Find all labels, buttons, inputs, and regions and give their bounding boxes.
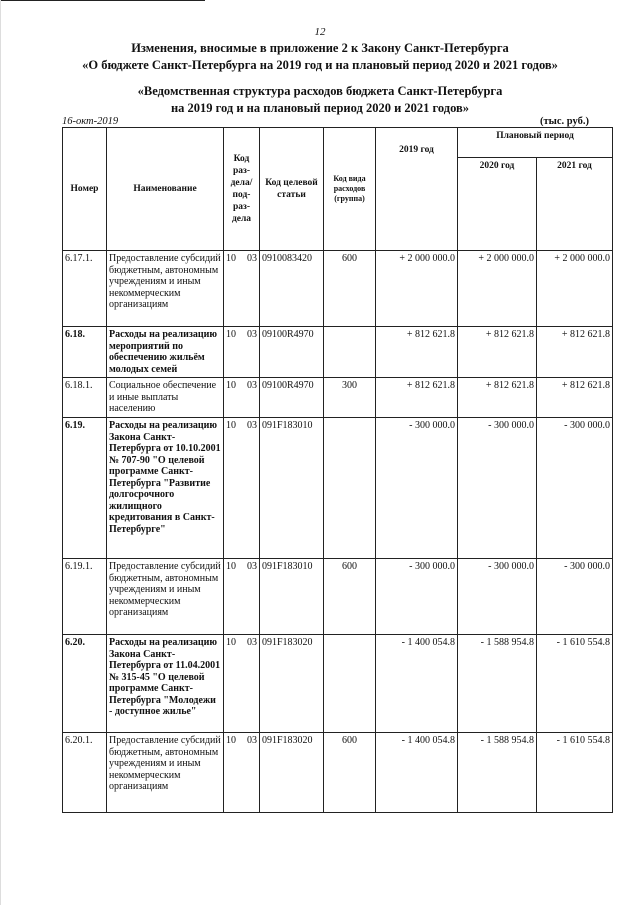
row-section bbox=[224, 251, 260, 327]
row-number: 6.18. bbox=[63, 327, 107, 378]
subsection-code: 03 bbox=[247, 329, 257, 340]
section-code: 10 bbox=[226, 380, 236, 391]
row-number: 6.19.1. bbox=[63, 559, 107, 635]
row-name: Расходы на реализацию мероприятий по обеспечению жильём молодых семей bbox=[107, 327, 224, 378]
row-2021: - 1 610 554.8 bbox=[537, 733, 613, 813]
row-expense bbox=[324, 327, 376, 378]
header-expense: Код вида расходов (группа) bbox=[324, 128, 376, 251]
row-2019: - 300 000.0 bbox=[376, 418, 458, 559]
row-target: 09100R4970 bbox=[260, 378, 324, 418]
row-2020: - 300 000.0 bbox=[458, 418, 537, 559]
section-code: 10 bbox=[226, 329, 236, 340]
row-2019: - 300 000.0 bbox=[376, 559, 458, 635]
row-expense: 600 bbox=[324, 559, 376, 635]
row-2020: - 1 588 954.8 bbox=[458, 733, 537, 813]
row-section bbox=[224, 559, 260, 635]
subsection-code: 03 bbox=[247, 380, 257, 391]
header-2020: 2020 год bbox=[458, 158, 537, 251]
row-name: Расходы на реализацию Закона Санкт-Петербурга от 10.10.2001 № 707-90 "О целевой программе Санкт-Петербурга "Развитие долгосрочного жилищного кредитования в Санкт-Петербурге" bbox=[107, 418, 224, 559]
header-number: Номер bbox=[63, 128, 107, 251]
document-title bbox=[0, 40, 640, 74]
row-target: 09100R4970 bbox=[260, 327, 324, 378]
section-code: 10 bbox=[226, 735, 236, 746]
title-line-2: «О бюджете Санкт-Петербурга на 2019 год и на плановый период 2020 и 2021 годов» bbox=[82, 58, 558, 72]
scan-edge bbox=[0, 0, 1, 905]
row-2020: - 300 000.0 bbox=[458, 559, 537, 635]
units-label: (тыс. руб.) bbox=[540, 116, 589, 127]
row-name: Предоставление субсидий бюджетным, автономным учреждениям и иным некоммерческим организациям bbox=[107, 733, 224, 813]
row-section bbox=[224, 378, 260, 418]
top-rule bbox=[0, 0, 205, 1]
subsection-code: 03 bbox=[247, 561, 257, 572]
row-section bbox=[224, 327, 260, 378]
row-number: 6.18.1. bbox=[63, 378, 107, 418]
row-name: Расходы на реализацию Закона Санкт-Петербурга от 11.04.2001 № 315-45 "О целевой программе Санкт-Петербурга "Молодежи - доступное жилье" bbox=[107, 635, 224, 733]
table-row bbox=[63, 378, 613, 418]
row-expense: 600 bbox=[324, 251, 376, 327]
row-name: Предоставление субсидий бюджетным, автономным учреждениям и иным некоммерческим организациям bbox=[107, 251, 224, 327]
subtitle-line-2: на 2019 год и на плановый период 2020 и 2021 годов» bbox=[170, 101, 470, 115]
row-2019: + 812 621.8 bbox=[376, 327, 458, 378]
row-2019: - 1 400 054.8 bbox=[376, 733, 458, 813]
header-section: Код раз- дела/ под- раз- дела bbox=[224, 128, 260, 251]
table-row bbox=[63, 418, 613, 559]
row-section bbox=[224, 635, 260, 733]
subsection-code: 03 bbox=[247, 637, 257, 648]
row-2019: + 812 621.8 bbox=[376, 378, 458, 418]
header-2021: 2021 год bbox=[537, 158, 613, 251]
row-2020: + 812 621.8 bbox=[458, 327, 537, 378]
row-2020: - 1 588 954.8 bbox=[458, 635, 537, 733]
table-row bbox=[63, 559, 613, 635]
row-number: 6.17.1. bbox=[63, 251, 107, 327]
table-row bbox=[63, 635, 613, 733]
section-code: 10 bbox=[226, 253, 236, 264]
row-target: 091F183010 bbox=[260, 418, 324, 559]
row-expense bbox=[324, 635, 376, 733]
table-row bbox=[63, 251, 613, 327]
row-2019: + 2 000 000.0 bbox=[376, 251, 458, 327]
row-target: 091F183020 bbox=[260, 635, 324, 733]
row-name: Социальное обеспечение и иные выплаты населению bbox=[107, 378, 224, 418]
document-subtitle bbox=[0, 83, 640, 117]
section-code: 10 bbox=[226, 561, 236, 572]
subsection-code: 03 bbox=[247, 420, 257, 431]
row-section bbox=[224, 418, 260, 559]
row-2021: + 812 621.8 bbox=[537, 327, 613, 378]
section-code: 10 bbox=[226, 420, 236, 431]
row-2021: + 2 000 000.0 bbox=[537, 251, 613, 327]
row-target: 091F183010 bbox=[260, 559, 324, 635]
table-row bbox=[63, 327, 613, 378]
row-name: Предоставление субсидий бюджетным, автономным учреждениям и иным некоммерческим организациям bbox=[107, 559, 224, 635]
title-line-1: Изменения, вносимые в приложение 2 к Закону Санкт-Петербурга bbox=[131, 41, 509, 55]
row-2019: - 1 400 054.8 bbox=[376, 635, 458, 733]
section-code: 10 bbox=[226, 637, 236, 648]
row-expense: 300 bbox=[324, 378, 376, 418]
row-2021: - 1 610 554.8 bbox=[537, 635, 613, 733]
row-2021: + 812 621.8 bbox=[537, 378, 613, 418]
row-section bbox=[224, 733, 260, 813]
subsection-code: 03 bbox=[247, 735, 257, 746]
row-number: 6.20. bbox=[63, 635, 107, 733]
row-2021: - 300 000.0 bbox=[537, 418, 613, 559]
row-number: 6.20.1. bbox=[63, 733, 107, 813]
header-2019: 2019 год bbox=[376, 128, 458, 251]
page-number: 12 bbox=[314, 26, 326, 38]
header-name: Наименование bbox=[107, 128, 224, 251]
header-planned: Плановый период bbox=[458, 128, 613, 158]
subtitle-line-1: «Ведомственная структура расходов бюджета Санкт-Петербурга bbox=[137, 84, 503, 98]
row-number: 6.19. bbox=[63, 418, 107, 559]
table-row bbox=[63, 733, 613, 813]
row-target: 0910083420 bbox=[260, 251, 324, 327]
row-2020: + 812 621.8 bbox=[458, 378, 537, 418]
row-expense: 600 bbox=[324, 733, 376, 813]
budget-table bbox=[62, 127, 613, 813]
row-target: 091F183020 bbox=[260, 733, 324, 813]
row-2021: - 300 000.0 bbox=[537, 559, 613, 635]
row-2020: + 2 000 000.0 bbox=[458, 251, 537, 327]
subsection-code: 03 bbox=[247, 253, 257, 264]
header-target: Код целевой статьи bbox=[260, 128, 324, 251]
row-expense bbox=[324, 418, 376, 559]
document-date: 16-окт-2019 bbox=[62, 116, 119, 127]
